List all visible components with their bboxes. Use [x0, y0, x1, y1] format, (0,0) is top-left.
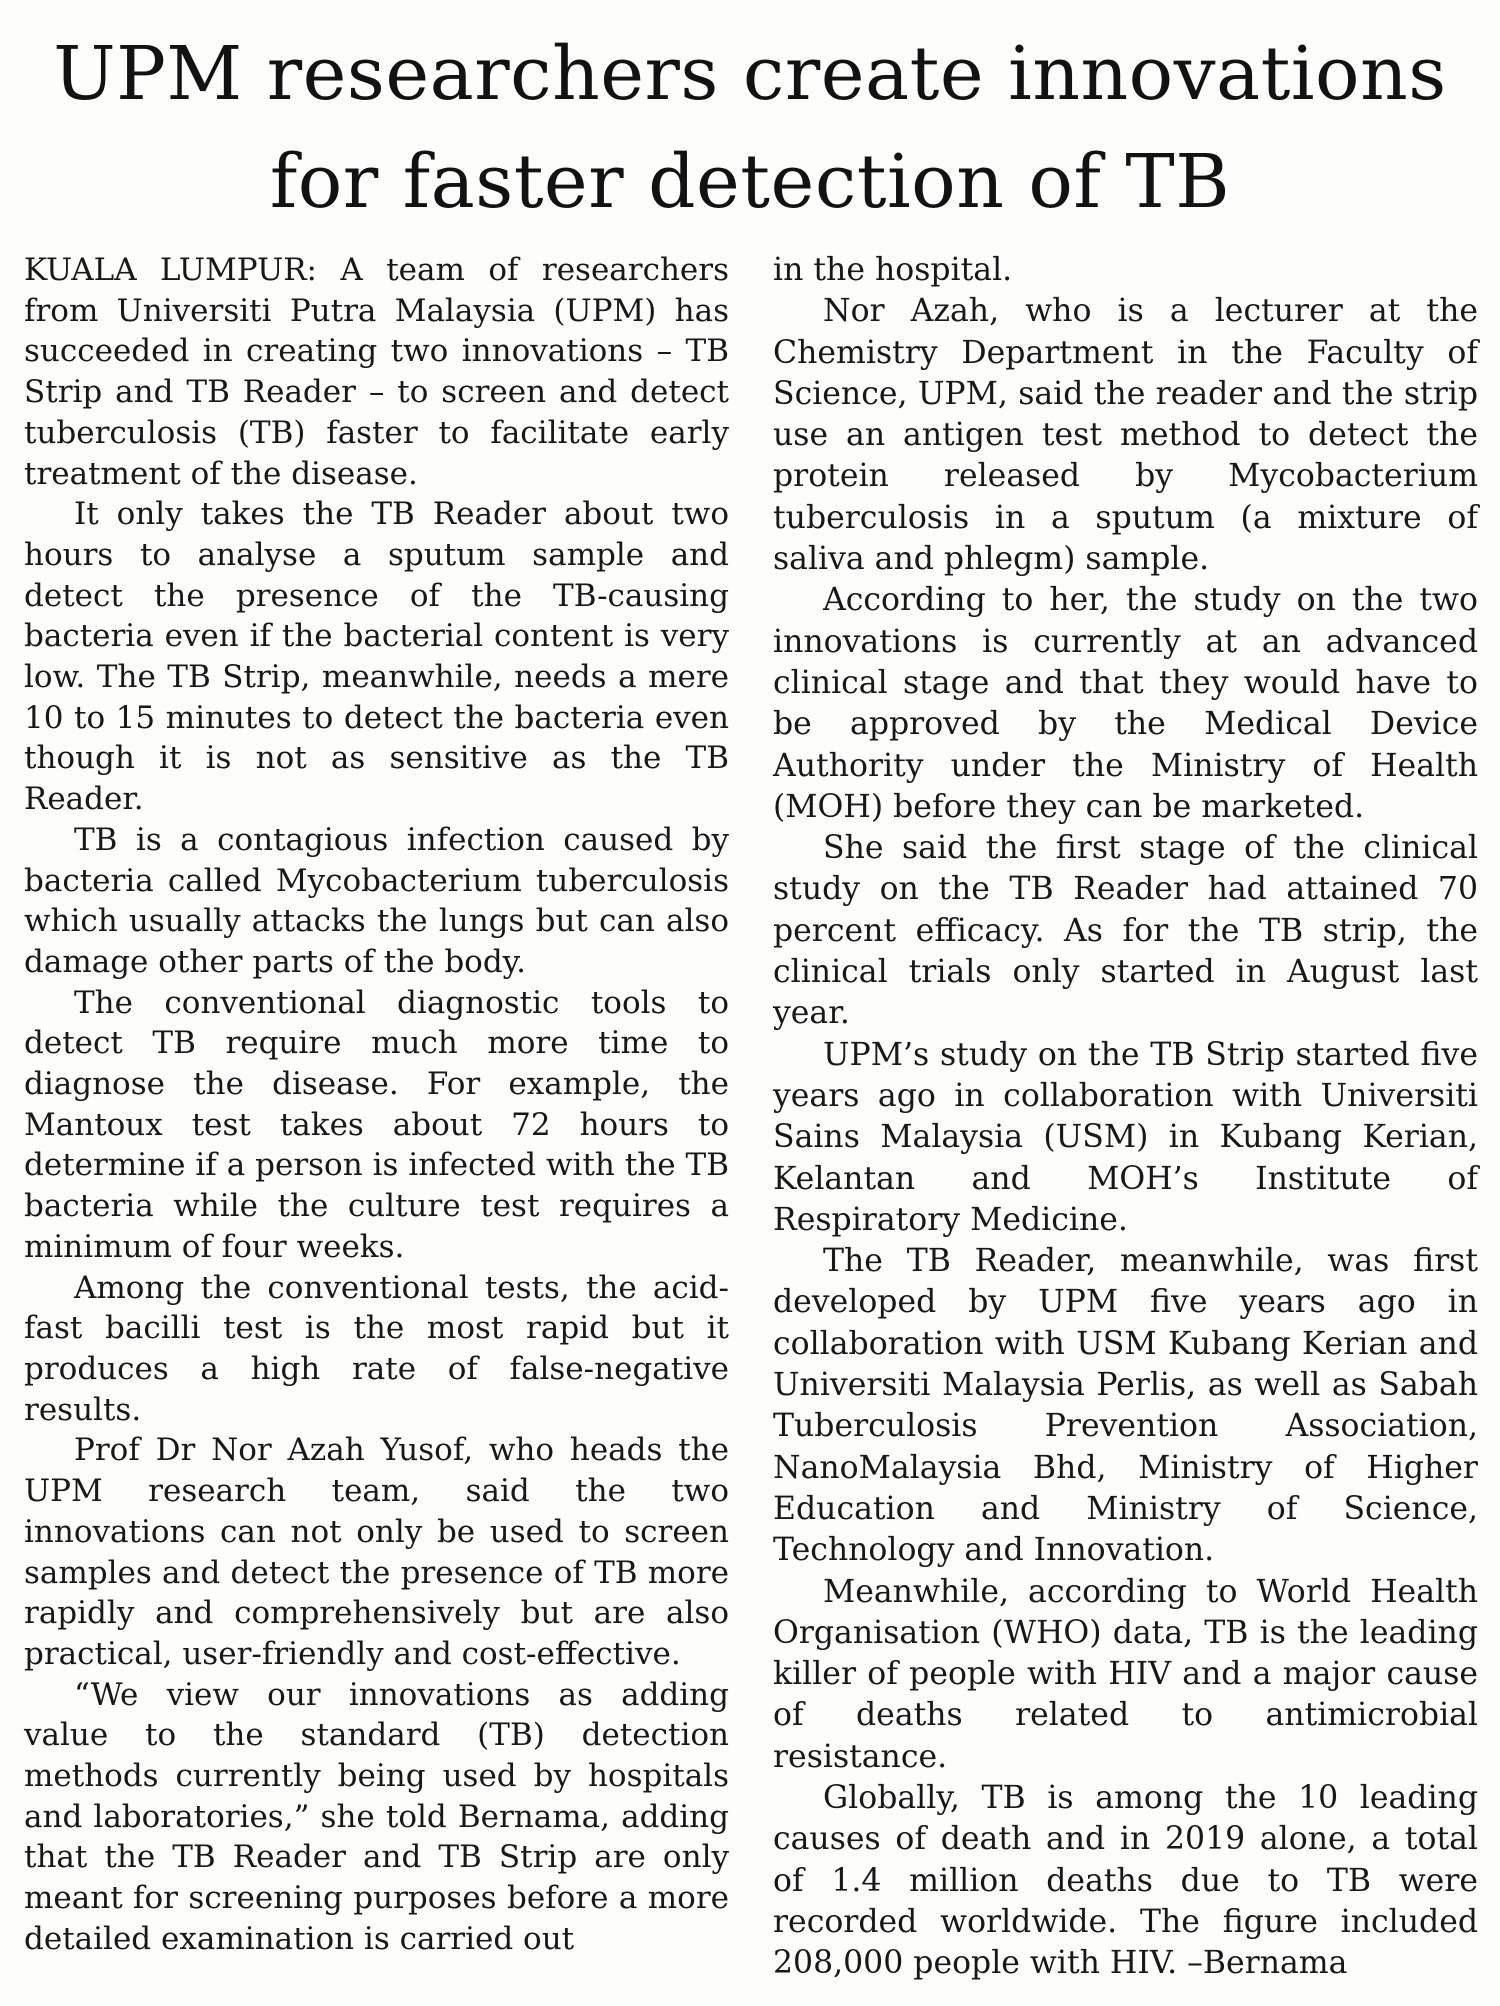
paragraph: Prof Dr Nor Azah Yusof, who heads the UPM research team, said the two innovations can not only be used to screen samples and detect the presence of TB more rapidly and comprehensively but are also practical, user-friendly and cost-effective. — [24, 1432, 729, 1672]
paragraph: Meanwhile, according to World Health Organisation (WHO) data, TB is the leading killer of people with HIV and a major cause of deaths related to antimicrobial resistance. — [773, 1573, 1478, 1775]
right-column — [773, 250, 1478, 1984]
paragraph: Nor Azah, who is a lecturer at the Chemistry Department in the Faculty of Science, UPM, said the reader and the strip use an antigen test method to detect the protein released by Mycobacterium tuberculosis in a sputum (a mixture of saliva and phlegm) sample. — [773, 293, 1478, 578]
paragraph: According to her, the study on the two innovations is currently at an advanced clinical stage and that they would have to be approved by the Medical Device Authority under the Ministry of Health (MOH) before they can be marketed. — [773, 582, 1478, 825]
paragraph: It only takes the TB Reader about two hours to analyse a sputum sample and detect the presence of the TB-causing bacteria even if the bacterial content is very low. The TB Strip, meanwhile, needs a mere 10 to 15 minutes to detect the bacteria even though it is not as sensitive as the TB Reader. — [24, 496, 729, 818]
paragraph: TB is a contagious infection caused by bacteria called Mycobacterium tuberculosis which usually attacks the lungs but can also damage other parts of the body. — [24, 821, 729, 980]
paragraph: KUALA LUMPUR: A team of researchers from Universiti Putra Malaysia (UPM) has succeeded in creating two innovations – TB Strip and TB Reader – to screen and detect tuberculosis (TB) faster to facilitate early treatment of the disease. — [24, 252, 729, 492]
article-headline — [0, 20, 1500, 236]
paragraph: Globally, TB is among the 10 leading causes of death and in 2019 alone, a total of 1.4 million deaths due to TB were recorded worldwide. The figure included 208,000 people with HIV. –Bernama — [773, 1779, 1478, 1982]
headline-line-2: for faster detection of TB — [269, 139, 1231, 225]
paragraph: She said the first stage of the clinical study on the TB Reader had attained 70 percent efficacy. As for the TB strip, the clinical trials only started in August last year. — [773, 830, 1478, 1032]
paragraph: UPM’s study on the TB Strip started five years ago in collaboration with Universiti Sains Malaysia (USM) in Kubang Kerian, Kelantan and MOH’s Institute of Respiratory Medicine. — [773, 1036, 1478, 1238]
left-column — [24, 250, 729, 1960]
headline-line-1: UPM researchers create innovations — [53, 31, 1447, 117]
paragraph: Among the conventional tests, the acid-fast bacilli test is the most rapid but it produces a high rate of false-negative results. — [24, 1269, 729, 1428]
paragraph: The TB Reader, meanwhile, was first developed by UPM five years ago in collaboration with USM Kubang Kerian and Universiti Malaysia Perlis, as well as Sabah Tuberculosis Prevention Association, NanoMalaysia Bhd, Ministry of Higher Education and Ministry of Science, Technology and Innovation. — [773, 1243, 1478, 1569]
paragraph: The conventional diagnostic tools to detect TB require much more time to diagnose the disease. For example, the Mantoux test takes about 72 hours to determine if a person is infected with the TB bacteria while the culture test requires a minimum of four weeks. — [24, 984, 729, 1265]
paragraph: “We view our innovations as adding value to the standard (TB) detection methods currently being used by hospitals and laboratories,” she told Bernama, adding that the TB Reader and TB Strip are only meant for screening purposes before a more detailed examination is carried out — [24, 1676, 729, 1957]
paragraph: in the hospital. — [773, 252, 1013, 288]
